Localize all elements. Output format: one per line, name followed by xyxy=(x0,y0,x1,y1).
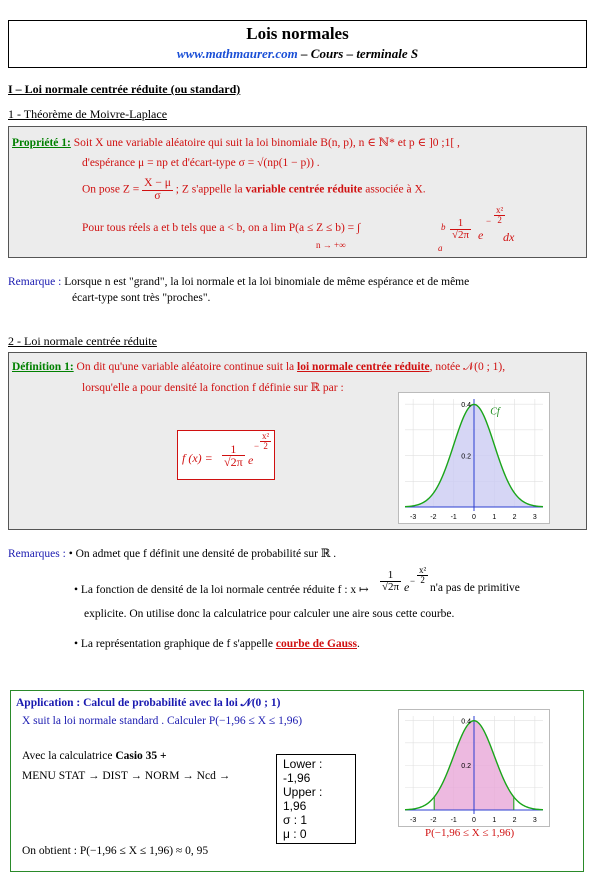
subsection-heading: 1 - Théorème de Moivre-Laplace xyxy=(8,107,168,121)
remarks-text-2a: • La fonction de densité de la loi normale centrée réduite f : x ↦ xyxy=(74,584,369,596)
r2-den: √2π xyxy=(382,581,400,593)
menu-path: MENU STAT → DIST → NORM → Ncd → xyxy=(22,770,231,782)
remarks-line-2 xyxy=(74,582,369,596)
definition-line-1 xyxy=(12,361,505,374)
definition-line-2: lorsqu'elle a pour densité la fonction f définie sur ℝ par : xyxy=(82,382,344,394)
gauss-graph-definition xyxy=(398,392,550,524)
x-tick-label: -1 xyxy=(450,514,457,521)
section-heading: I – Loi normale centrée réduite (ou standard) xyxy=(8,82,241,96)
formula-exp-den: 2 xyxy=(263,441,268,451)
x-tick-label: 1 xyxy=(492,817,497,824)
integral-lower: a xyxy=(438,243,443,253)
formula-den: √2π xyxy=(224,455,243,469)
remark-line-1 xyxy=(8,276,469,288)
y-tick-label: 0.4 xyxy=(461,718,471,726)
definition-term: loi normale centrée réduite xyxy=(297,361,430,373)
x-tick-label: -3 xyxy=(410,817,417,824)
application-line-1: X suit la loi normale standard . Calculer P(−1,96 ≤ X ≤ 1,96) xyxy=(22,715,303,727)
integral-e: e xyxy=(478,228,484,242)
z-den: σ xyxy=(154,189,161,202)
r2-num: 1 xyxy=(380,570,401,582)
x-tick-label: -1 xyxy=(450,817,457,824)
remark-label: Remarque : xyxy=(8,276,62,288)
r2-exp-den: 2 xyxy=(420,575,425,585)
formula-fraction xyxy=(222,443,245,468)
x-tick-label: 2 xyxy=(512,514,517,521)
property-bold: variable centrée réduite xyxy=(245,183,363,196)
int-exp-den: 2 xyxy=(497,215,502,225)
y-tick-label: 0.2 xyxy=(461,763,471,771)
application-title: Application : Calcul de probabilité avec la loi 𝒩(0 ; 1) xyxy=(16,697,281,709)
remark-line-2: écart-type sont très "proches". xyxy=(72,292,211,304)
property-line-2: d'espérance μ = np et d'écart-type σ = √(np(1 − p)) . xyxy=(82,157,320,169)
formula-exp-num: x² xyxy=(262,431,270,441)
x-tick-label: -2 xyxy=(430,514,437,521)
x-tick-label: 0 xyxy=(472,514,476,521)
page-subtitle xyxy=(9,46,586,62)
int-frac-den: √2π xyxy=(452,229,470,241)
remarks-text-3a: • La représentation graphique de f s'appelle xyxy=(74,638,276,650)
remarks-line-3 xyxy=(74,638,360,650)
remarks-e: e xyxy=(404,580,410,594)
x-tick-label: -3 xyxy=(410,514,417,521)
integral-exponent: − $\frac{\text{x²}}{2}$ xyxy=(486,205,504,226)
x-tick-label: 0 xyxy=(472,817,476,824)
remarks-text-1: • On admet que f définit une densité de probabilité sur ℝ . xyxy=(68,548,337,560)
definition-text-1b: , notée 𝒩(0 ; 1), xyxy=(429,361,506,373)
z-num: X − μ xyxy=(144,177,171,189)
property-line-3 xyxy=(82,178,426,202)
property-label: Propriété 1: xyxy=(12,137,71,149)
definition-text-1a: On dit qu'une variable aléatoire continue suit la xyxy=(76,361,298,373)
property-text-4: Pour tous réels a et b tels que a < b, on a lim P(a ≤ Z ≤ b) = ∫ xyxy=(82,222,361,234)
calc-sigma: σ : 1 xyxy=(283,813,308,827)
x-tick-label: -2 xyxy=(430,817,437,824)
subsection-heading-2: 2 - Loi normale centrée réduite xyxy=(8,334,157,348)
calc-upper: Upper : 1,96 xyxy=(283,785,323,813)
integral-dx: dx xyxy=(503,230,515,244)
gauss-graph-application xyxy=(398,709,550,827)
calculator-model: Casio 35 + xyxy=(115,750,167,762)
formula-num: 1 xyxy=(222,443,245,456)
property-text-3b: ; Z s'appelle la xyxy=(175,183,246,196)
definition-label: Définition 1: xyxy=(12,361,74,373)
application-result: On obtient : P(−1,96 ≤ X ≤ 1,96) ≈ 0, 95 xyxy=(22,845,209,857)
remarks-line-2b: explicite. On utilise donc la calculatrice pour calculer une aire sous cette courbe. xyxy=(84,608,455,620)
property-text-1: Soit X une variable aléatoire qui suit la loi binomiale B(n, p), n ∈ ℕ* et p ∈ ]0 ;1[ , xyxy=(73,137,460,149)
site-link[interactable]: www.mathmaurer.com xyxy=(176,46,298,61)
x-tick-label: 2 xyxy=(512,817,517,824)
formula-exponent xyxy=(260,432,271,451)
property-line-4 xyxy=(82,222,360,234)
int-frac-num: 1 xyxy=(450,218,471,230)
z-fraction xyxy=(142,178,173,202)
gauss-curve-term: courbe de Gauss xyxy=(275,638,357,650)
page-title: Lois normales xyxy=(246,24,349,43)
density-formula-box: f (x) = $\frac{1}{√2\pi}$ e − $\frac{\text{x²}}{2}$ xyxy=(177,430,275,480)
integral-upper: b xyxy=(441,222,446,232)
x-tick-label: 3 xyxy=(532,514,537,521)
formula-lhs: f (x) = xyxy=(182,451,213,465)
y-tick-label: 0.2 xyxy=(461,453,471,461)
remarks-fraction xyxy=(380,570,401,593)
r2-exp-num: x² xyxy=(419,565,427,575)
integral-fraction xyxy=(450,218,471,241)
formula-e: e xyxy=(248,453,254,467)
remarks-text-3b: . xyxy=(357,638,360,650)
remark-text-1: Lorsque n est "grand", la loi normale et la loi binomiale de même espérance et de même xyxy=(64,276,470,288)
calc-mu: μ : 0 xyxy=(283,827,307,841)
subtitle-rest: – Cours – terminale S xyxy=(297,46,419,61)
property-line-1 xyxy=(12,135,460,149)
calculator-text: Avec la calculatrice xyxy=(22,750,116,762)
y-tick-label: 0.4 xyxy=(461,402,471,410)
calc-lower: Lower : -1,96 xyxy=(283,757,323,785)
remarks-line-1 xyxy=(8,546,336,560)
remarks-exponent: − $\frac{\text{x²}}{2}$ xyxy=(410,565,427,586)
int-exp-num: x² xyxy=(496,205,504,215)
remarks-text-2b: n'a pas de primitive xyxy=(430,582,520,594)
remarks-label: Remarques : xyxy=(8,548,66,560)
curve-label: Cf xyxy=(490,406,500,418)
property-text-3c: associée à X. xyxy=(362,183,426,196)
x-tick-label: 3 xyxy=(532,817,537,824)
title-box xyxy=(8,20,587,68)
x-tick-label: 1 xyxy=(492,514,497,521)
limit-subscript: n → +∞ xyxy=(316,240,346,250)
calculator-settings xyxy=(276,754,356,844)
property-text-3a: On pose Z = xyxy=(82,183,143,196)
graph-caption: P(−1,96 ≤ X ≤ 1,96) xyxy=(425,827,515,839)
calculator-line xyxy=(22,750,167,762)
